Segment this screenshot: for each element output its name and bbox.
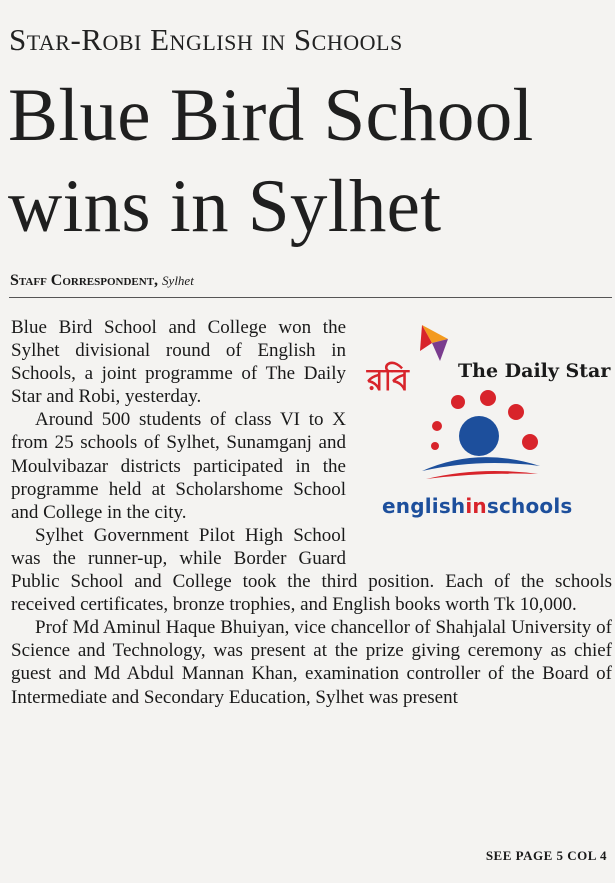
- continuation-note: SEE PAGE 5 COL 4: [485, 848, 607, 863]
- paragraph-4: Prof Md Aminul Haque Bhuiyan, vice chancellor of Shahjalal University of Science and Technology, was present at the prize giving ceremony as chief guest and Md Abdul Mannan Khan, examination controller of the Board of Intermediate and Secondary Education, Sylhet was present: [11, 617, 612, 708]
- robi-logo-text: রবি: [367, 363, 409, 398]
- eis-schools: schools: [486, 494, 573, 518]
- byline-author: Staff Correspondent,: [10, 272, 159, 289]
- english-in-schools-logo-icon: [360, 386, 600, 506]
- byline-location: Sylhet: [162, 273, 194, 288]
- eis-in: in: [465, 494, 487, 518]
- eis-english: english: [382, 494, 466, 518]
- paragraph-2: Around 500 students of class VI to X from 25 schools of Sylhet, Sunamganj and Moulvibazar districts participated in the programme held at Scholarshome School and College in the city.: [11, 409, 346, 523]
- byline: [10, 272, 194, 290]
- paragraph-1: Blue Bird School and College won the Sylhet divisional round of English in Schools, a joint programme of The Daily Star and Robi, yesterday.: [11, 317, 346, 408]
- english-in-schools-logo-text: [382, 494, 573, 518]
- byline-rule: [9, 297, 612, 298]
- daily-star-logo-text: The Daily Star: [458, 360, 611, 382]
- paragraph-3: Sylhet Government Pilot High School was the runner-up, while Border Guard Public School and College took the third position. Each of the schools received certificates, bronze trophies, and English books worth Tk 10,000.: [11, 524, 612, 616]
- sponsor-logos: [360, 316, 611, 530]
- kicker: Star-Robi English in Schools: [9, 22, 403, 57]
- robi-swirl-icon: [418, 321, 458, 363]
- headline: Blue Bird School wins in Sylhet: [8, 74, 534, 248]
